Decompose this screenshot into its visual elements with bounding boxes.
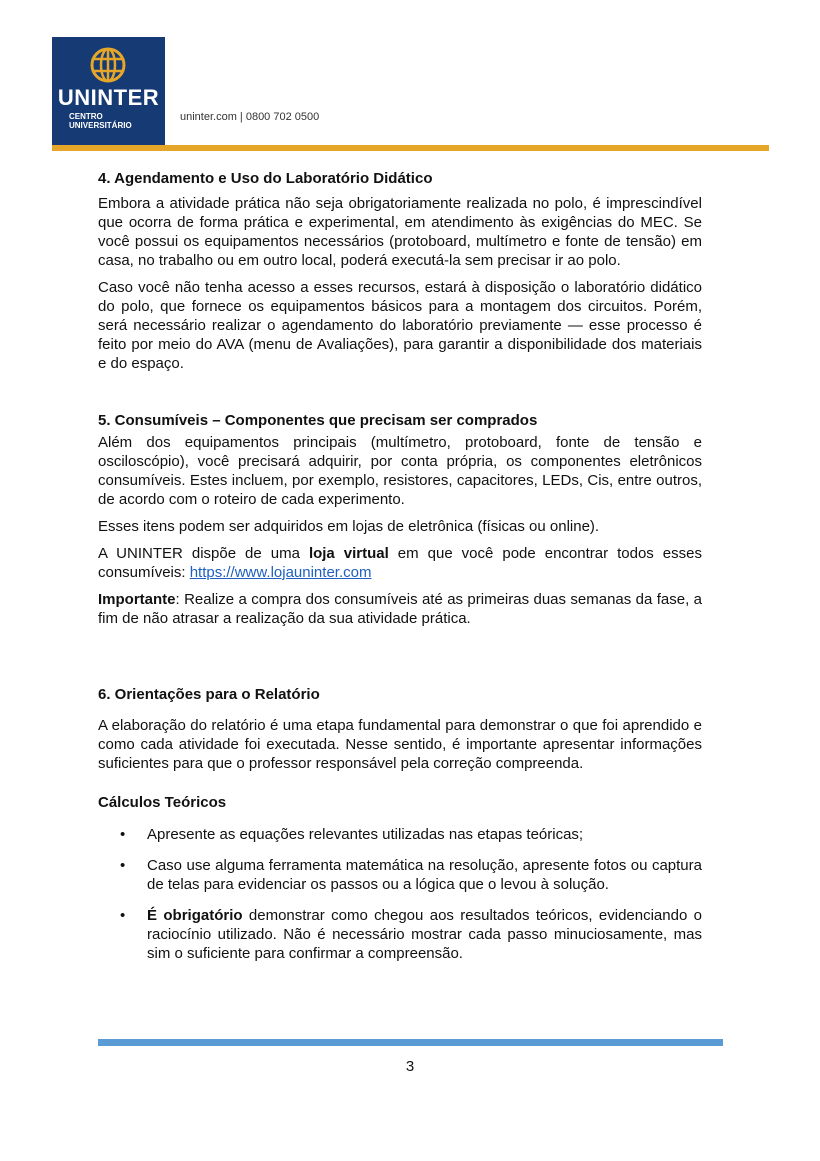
bold-text: É obrigatório bbox=[147, 907, 243, 924]
page-number: 3 bbox=[405, 1058, 415, 1075]
list-item-text: demonstrar como chegou aos resultados teóricos, evidenciando o raciocínio utilizado. Não é necessário mostrar cada passo minuciosamente, mas sim o suficiente para confirmar a compreensão. bbox=[147, 907, 702, 962]
store-link[interactable]: https://www.lojauninter.com bbox=[189, 564, 372, 581]
list-item-text: Caso use alguma ferramenta matemática na resolução, apresente fotos ou captura de telas para evidenciar os passos ou a lógica que o levou à solução. bbox=[147, 857, 702, 893]
section-4-title: 4. Agendamento e Uso do Laboratório Didático bbox=[98, 170, 433, 187]
logo-name: UNINTER bbox=[57, 85, 160, 110]
logo-sub-line-1: CENTRO bbox=[69, 112, 103, 121]
section-5-paragraph-2: Esses itens podem ser adquiridos em lojas de eletrônica (físicas ou online). bbox=[98, 518, 600, 535]
section-6-paragraph-1: A elaboração do relatório é uma etapa fundamental para demonstrar o que foi aprendido e como cada atividade foi executada. Nesse sentido, é importante apresentar informações suficientes para que o professor responsável pela correção compreenda. bbox=[98, 717, 702, 772]
section-5-paragraph-4 bbox=[98, 590, 702, 628]
text: : Realize a compra dos consumíveis até as primeiras duas semanas da fase, a fim de não atrasar a realização da sua atividade prática. bbox=[98, 591, 702, 627]
text: A UNINTER dispõe de uma bbox=[98, 545, 309, 562]
theoretical-calculations-list bbox=[98, 825, 702, 963]
list-item bbox=[98, 856, 702, 894]
document-body bbox=[98, 169, 702, 963]
list-item bbox=[98, 906, 702, 963]
globe-icon bbox=[86, 45, 130, 89]
footer-divider bbox=[98, 1039, 723, 1046]
section-6-subtitle: Cálculos Teóricos bbox=[98, 794, 227, 811]
header-divider bbox=[52, 145, 769, 151]
bold-text: loja virtual bbox=[308, 545, 389, 562]
bullet-icon: • bbox=[120, 857, 126, 874]
logo-subtitle bbox=[69, 112, 132, 130]
bullet-icon: • bbox=[120, 826, 126, 843]
text: em que você pode encontrar todos esses consumíveis: bbox=[98, 545, 702, 581]
section-5-paragraph-1: Além dos equipamentos principais (multímetro, protoboard, fonte de tensão e osciloscópio), você precisará adquirir, por conta própria, os componentes eletrônicos consumíveis. Estes incluem, por exemplo, resistores, capacitores, LEDs, Cis, entre outros, de acordo com o roteiro de cada experimento. bbox=[98, 434, 702, 508]
list-item bbox=[98, 825, 702, 844]
section-5-title: 5. Consumíveis – Componentes que precisam ser comprados bbox=[98, 412, 538, 429]
section-4-paragraph-1: Embora a atividade prática não seja obrigatoriamente realizada no polo, é imprescindível que ocorra de forma prática e experimental, em atendimento às exigências do MEC. Se você possui os equipamentos necessários (protoboard, multímetro e fonte de tensão) em casa, no trabalho ou em outro local, poderá executá-la sem precisar ir ao polo. bbox=[98, 195, 702, 269]
list-item-text: Apresente as equações relevantes utilizadas nas etapas teóricas; bbox=[147, 826, 584, 843]
section-6-title: 6. Orientações para o Relatório bbox=[98, 686, 320, 703]
section-5-paragraph-3 bbox=[98, 544, 702, 582]
section-4-paragraph-2: Caso você não tenha acesso a esses recursos, estará à disposição o laboratório didático do polo, que fornece os equipamentos básicos para a montagem dos circuitos. Porém, será necessário realizar o agendamento do laboratório previamente — esse processo é feito por meio do AVA (menu de Avaliações), para garantir a disponibilidade dos materiais e do espaço. bbox=[98, 279, 702, 372]
logo-sub-line-2: UNIVERSITÁRIO bbox=[69, 121, 132, 130]
header-contact: uninter.com | 0800 702 0500 bbox=[180, 111, 320, 123]
bullet-icon: • bbox=[120, 907, 126, 924]
uninter-logo bbox=[52, 37, 165, 146]
important-label: Importante bbox=[98, 591, 176, 608]
